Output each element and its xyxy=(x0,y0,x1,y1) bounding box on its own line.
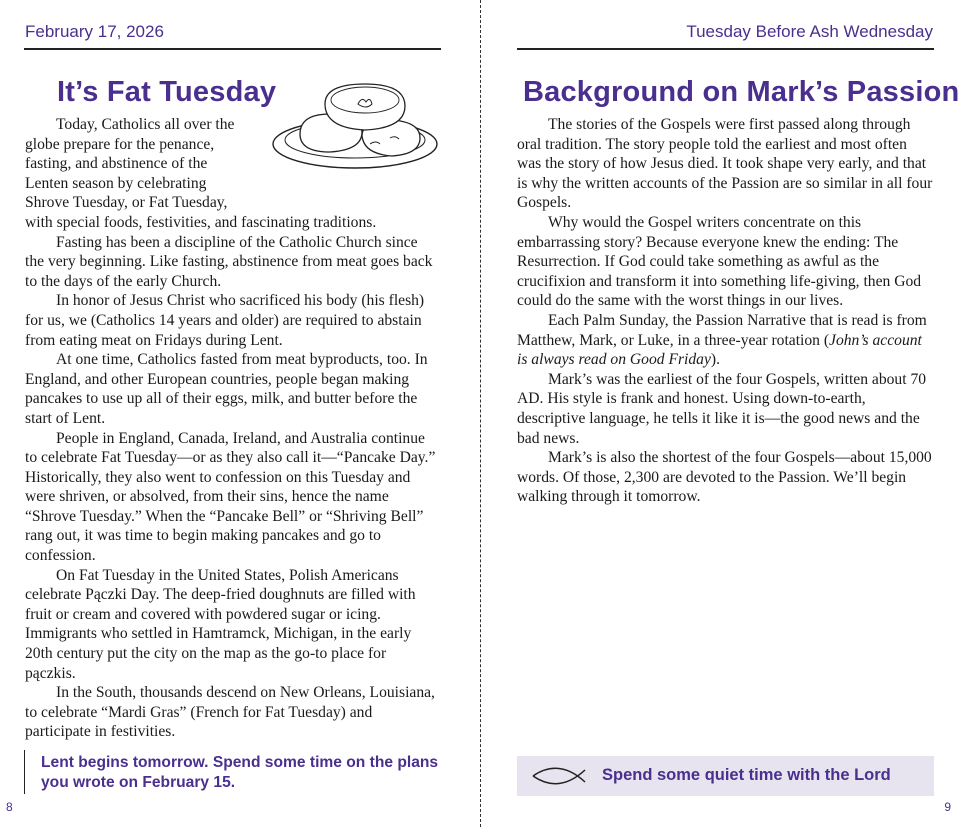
page-title: It’s Fat Tuesday xyxy=(57,76,277,108)
paragraph: On Fat Tuesday in the United States, Polish Americans celebrate Pączki Day. The deep-fried doughnuts are filled with fruit or cream and covered with powdered sugar or icing. Immigrants who settled in Hamtramck, Michigan, in the early 20th century put the city on the map as the go-to place for pączkis. xyxy=(25,566,416,682)
header-rule xyxy=(517,48,934,50)
text-span: ). xyxy=(710,351,720,369)
text-span: Each Palm Sunday, the Passion Narrative that is read is from Matthew, Mark, or Luke, in a three-year rotation ( xyxy=(517,311,927,349)
paragraph-palm-sunday xyxy=(517,311,934,370)
paragraph: Fasting has been a discipline of the Catholic Church since the very beginning. Like fasting, abstinence from meat goes back to the days of the early Church. xyxy=(25,233,433,290)
callout-text: Lent begins tomorrow. Spend some time on the plans you wrote on February 15. xyxy=(41,754,439,791)
page-number: 9 xyxy=(944,800,951,814)
paragraph: Today, Catholics all over the globe prepare for the penance, fasting, and abstinence of the Lenten season by celebrating Shrove Tuesday, or Fat Tuesday, with special foods, festivities, and fascinating traditions. xyxy=(25,116,377,231)
page-fold-divider xyxy=(480,0,481,827)
header-date: February 17, 2026 xyxy=(25,22,164,41)
right-page xyxy=(482,0,963,827)
italic-note: John’s account is always read on Good Friday xyxy=(517,331,922,369)
left-body-text xyxy=(25,115,440,742)
page-title: Background on Mark’s Passion xyxy=(523,76,960,108)
illustration-spacer xyxy=(250,115,440,211)
header-day: Tuesday Before Ash Wednesday xyxy=(686,22,933,41)
paragraph: People in England, Canada, Ireland, and Australia continue to celebrate Fat Tuesday—or as they also call it—“Pancake Day.” Historically, they also went to confession on this Tuesday and were shriven, or absolved, from their sins, hence the name “Shrove Tuesday.” When the “Pancake Bell” or “Shriving Bell” rang out, it was time to begin making pancakes and go to confession. xyxy=(25,429,436,565)
right-body-text xyxy=(517,115,934,507)
callout-text: Spend some quiet time with the Lord xyxy=(602,766,891,784)
paragraph: Mark’s is also the shortest of the four Gospels—about 15,000 words. Of those, 2,300 are devoted to the Passion. We’ll begin walking through it tomorrow. xyxy=(517,449,932,506)
left-page xyxy=(0,0,480,827)
paragraph: In honor of Jesus Christ who sacrificed his body (his flesh) for us, we (Catholics 14 years and older) are required to abstain from eating meat on Fridays during Lent. xyxy=(25,292,425,349)
paragraph: Why would the Gospel writers concentrate on this embarrassing story? Because everyone knew the ending: The Resurrection. If God could take something as awful as the crucifixion and transform it into something life-giving, then God could do the same with the worst things in our lives. xyxy=(517,213,922,310)
page-number: 8 xyxy=(6,800,13,814)
ichthys-fish-icon xyxy=(529,764,593,788)
paragraph: The stories of the Gospels were first passed along through oral tradition. The story people told the earliest and most often was the story of how Jesus died. It took shape very early, and that is why the written accounts of the Passion are so similar in all four Gospels. xyxy=(517,116,933,212)
paragraph: In the South, thousands descend on New Orleans, Louisiana, to celebrate “Mardi Gras” (French for Fat Tuesday) and participate in festivities. xyxy=(25,684,435,741)
quiet-time-callout xyxy=(517,756,934,796)
paragraph: At one time, Catholics fasted from meat byproducts, too. In England, and other European countries, people began making pancakes to use up all of their eggs, milk, and butter before the start of Lent. xyxy=(25,351,428,427)
lent-callout xyxy=(24,750,455,794)
header-rule xyxy=(24,48,441,50)
paragraph: Mark’s was the earliest of the four Gospels, written about 70 AD. His style is frank and honest. Using down-to-earth, descriptive language, he tells it like it is—the good news and the bad news. xyxy=(517,370,927,447)
